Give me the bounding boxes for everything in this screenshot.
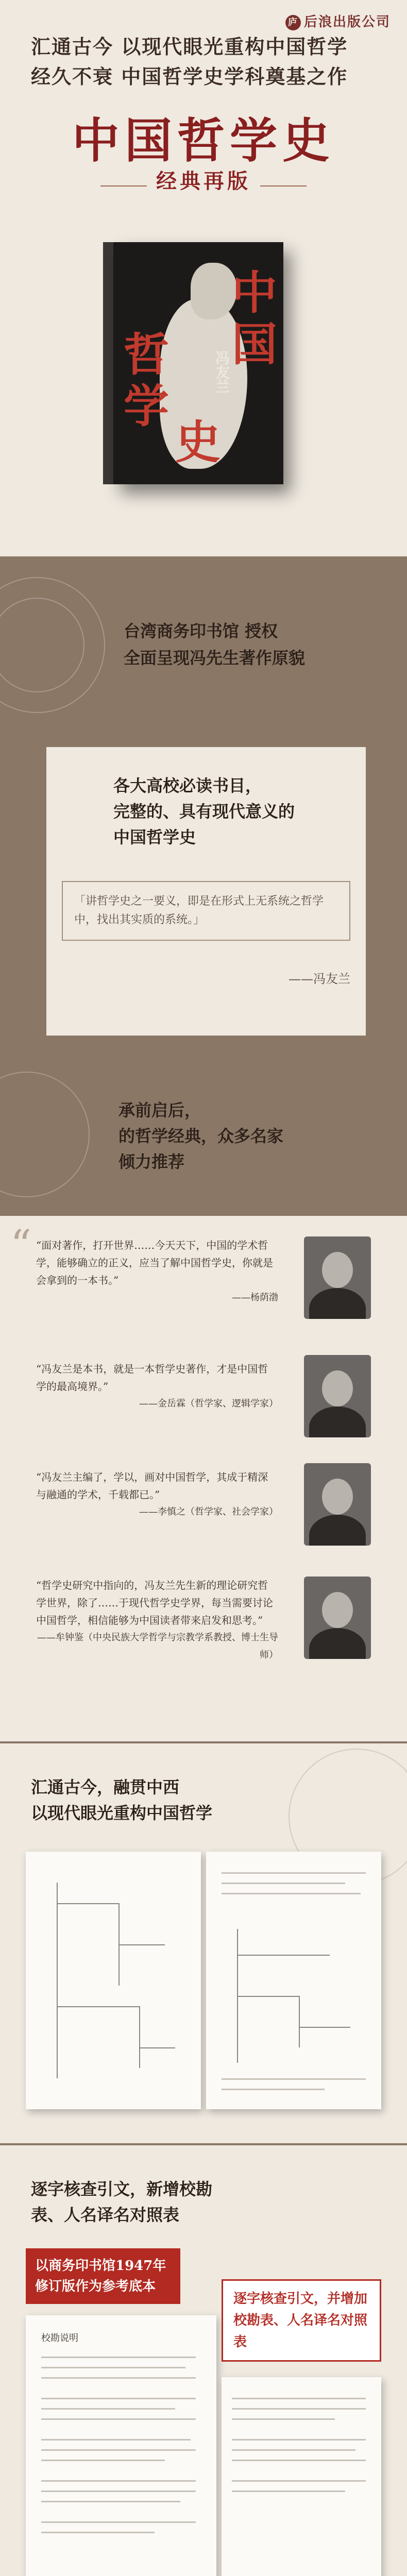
decorative-circle (0, 1072, 90, 1197)
text-line (222, 2089, 325, 2090)
text-line (41, 2532, 155, 2533)
cover-title-char-4: 学 (124, 379, 169, 433)
text-line (41, 2398, 196, 2399)
reviewer-portrait (304, 1355, 371, 1437)
must-read-line-3: 中国哲学史 (113, 827, 196, 847)
must-read-line-1: 各大高校必读书目， (113, 776, 262, 795)
text-line (232, 2418, 335, 2420)
authorize-line-2: 全面呈现冯先生著作原貌 (124, 648, 306, 668)
publisher-logo-mark: 庐 (285, 15, 301, 30)
text-line (41, 2490, 196, 2492)
page-title: 中国哲学史 (72, 113, 335, 168)
cover-author: 冯友兰 (213, 350, 230, 394)
text-line (232, 2449, 355, 2451)
subtitle-rule-left (100, 185, 147, 187)
book-cover (113, 242, 283, 484)
header-section (0, 0, 407, 556)
portrait-head (322, 1479, 353, 1515)
tree-branch (299, 1996, 300, 2047)
subtitle-row (0, 165, 407, 194)
review-4 (36, 1577, 278, 1664)
portrait-shoulders (309, 1628, 366, 1659)
text-line (41, 2501, 180, 2502)
publisher-name: 后浪出版公司 (303, 14, 391, 30)
cover-ink-shape-2 (191, 263, 237, 319)
text-line (41, 2418, 196, 2420)
cover-title-char-5: 史 (175, 415, 221, 469)
text-line (222, 1893, 361, 1894)
text-line (41, 2521, 196, 2523)
tree-branch (57, 1883, 58, 2078)
structure-line-1: 汇通古今，融贯中西 (31, 1777, 180, 1797)
revision-note-line-2: 校勘表、人名译名对照表 (233, 2313, 368, 2350)
cover-title-char-3: 哲 (124, 328, 169, 381)
portrait-head (322, 1592, 353, 1628)
base-edition-note (26, 2248, 180, 2304)
reviewer-portrait (304, 1463, 371, 1546)
author-quote-signature: ——冯友兰 (289, 972, 350, 986)
text-line (232, 2398, 366, 2399)
errata-page (26, 2315, 216, 2576)
revision-note (222, 2279, 381, 2362)
publisher-logo (285, 11, 391, 30)
text-line (222, 2078, 366, 2080)
text-line (41, 2449, 196, 2451)
authorize-section (0, 556, 407, 742)
text-line (232, 2408, 366, 2410)
text-line (41, 2439, 191, 2441)
review-author: ——牟钟鉴（中央民族大学哲学与宗教学系教授、博士生导师） (37, 1632, 278, 1660)
tree-branch (237, 1955, 330, 1956)
text-line (232, 2460, 366, 2461)
structure-line-2: 以现代眼光重构中国哲学 (31, 1803, 213, 1823)
portrait-head (322, 1370, 353, 1406)
text-line (222, 1883, 345, 1884)
review-text: “面对著作，打开世界……今天天下，中国的学术哲学，能够确立的正义，应当了解中国哲学史，你就是会拿到的一本书。” (36, 1239, 273, 1286)
author-quote: 「讲哲学史之一要义，即是在形式上无系统之哲学中，找出其实质的系统。」 (62, 881, 350, 941)
review-text: “冯友兰是本书，就是一本哲学史著作，才是中国哲学的最高境界。” (36, 1363, 268, 1393)
tagline-1: 汇通古今 以现代眼光重构中国哲学 (31, 35, 348, 58)
portrait-shoulders (309, 1406, 366, 1437)
name-index-page (222, 2377, 381, 2576)
portrait-shoulders (309, 1515, 366, 1546)
text-line (41, 2460, 165, 2461)
review-author: ——杨荫渤 (232, 1292, 278, 1303)
review-text: “冯友兰主编了，学以，画对中国哲学，其成于精深与融通的学术，千载都已。” (36, 1471, 268, 1501)
subtitle: 经典再版 (156, 169, 251, 193)
tree-branch (139, 2047, 175, 2048)
revision-note-line-1: 逐字核查引文，并增加 (233, 2291, 368, 2307)
revision-section (0, 2143, 407, 2576)
portrait-head (322, 1252, 353, 1288)
authorize-line-1: 台湾商务印书馆 授权 (124, 621, 278, 641)
review-1 (36, 1236, 278, 1307)
tree-branch (57, 1903, 118, 1904)
errata-table-title: 校勘说明 (41, 2333, 78, 2344)
text-line (41, 2357, 196, 2358)
tagline-2: 经久不衰 中国哲学史学科奠基之作 (31, 65, 348, 88)
text-line (232, 2439, 366, 2441)
must-read-section (0, 742, 407, 1061)
base-edition-note-line-1: 以商务印书馆1947年 (35, 2258, 166, 2274)
genealogy-page-right (206, 1852, 381, 2109)
tree-branch (139, 2006, 140, 2068)
tree-branch (57, 2006, 139, 2007)
portrait-shoulders (309, 1288, 366, 1319)
review-text: “哲学史研究中指向的，冯友兰先生新的理论研究哲学世界，除了……于现代哲学史学界，每当需要讨论中国哲学，相信能够为中国读者带来启发和思考。” (36, 1579, 273, 1626)
review-author: ——金岳霖（哲学家、逻辑学家） (139, 1398, 278, 1409)
cover-title-char-2: 国 (232, 317, 278, 371)
must-read-line-2: 完整的、具有现代意义的 (113, 802, 295, 821)
text-line (41, 2408, 175, 2410)
text-line (232, 2480, 366, 2482)
recommend-line-1: 承前启后， (118, 1100, 201, 1120)
cover-title-char-1: 中 (232, 266, 278, 319)
review-3 (36, 1468, 278, 1521)
text-line (41, 2480, 196, 2482)
review-author: ——李慎之（哲学家、社会学家） (139, 1506, 278, 1517)
recommend-line-3: 倾力推荐 (118, 1152, 185, 1172)
reviewer-portrait (304, 1577, 371, 1659)
genealogy-page-left (26, 1852, 201, 2109)
revision-line-1: 逐字核查引文，新增校勘 (31, 2179, 213, 2199)
text-line (41, 2377, 196, 2379)
subtitle-rule-right (260, 185, 307, 187)
tree-branch (237, 1996, 299, 1997)
reviewer-portrait (304, 1236, 371, 1319)
tree-branch (299, 2027, 350, 2028)
structure-section (0, 1741, 407, 2145)
text-line (232, 2490, 345, 2492)
reviews-section (0, 1216, 407, 1741)
text-line (41, 2367, 185, 2368)
tree-branch (118, 1944, 165, 1945)
recommend-line-2: 的哲学经典，众多名家 (118, 1126, 284, 1146)
quote-mark-icon: “ (10, 1221, 31, 1269)
base-edition-note-line-2: 修订版作为参考底本 (35, 2279, 156, 2294)
text-line (222, 1872, 366, 1874)
revision-line-2: 表、人名译名对照表 (31, 2205, 180, 2225)
review-2 (36, 1360, 278, 1413)
recommend-section (0, 1061, 407, 1216)
